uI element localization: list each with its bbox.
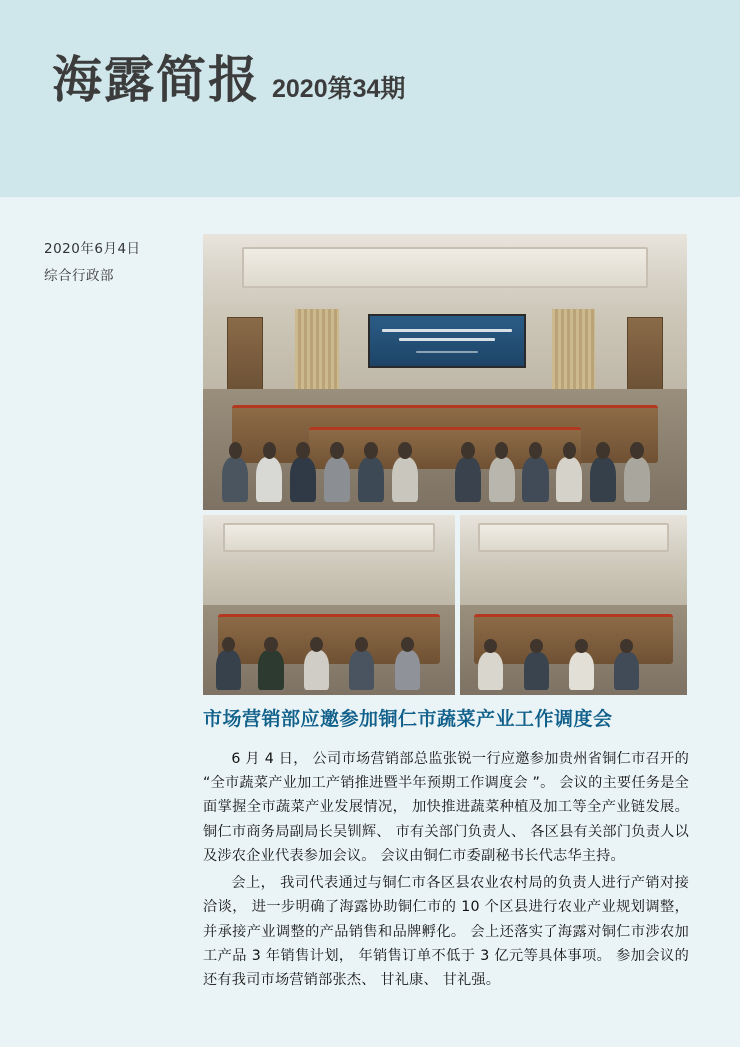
bottom-right-photo: [460, 515, 687, 695]
attendees-scene-right: [460, 515, 687, 695]
conference-room-scene: [203, 234, 687, 510]
ceiling: [203, 234, 687, 306]
article-title: 市场营销部应邀参加铜仁市蔬菜产业工作调度会: [203, 708, 613, 730]
main-conference-photo: [203, 234, 687, 510]
projection-screen: [368, 314, 527, 368]
bottom-left-photo: [203, 515, 455, 695]
article: [203, 707, 689, 995]
article-paragraph-2: 会上， 我司代表通过与铜仁市各区县农业农村局的负责人进行产销对接洽谈， 进一步明确了海露协助铜仁市的 10 个区县进行农业产业规划调整， 并承接产业调整的产品销售和品牌孵化。 会上还落实了海露对铜仁市涉农加工产品 3 年销售计划， 年销售订单不低于 3 亿元等具体事项。 参加会议的还有我司市场营销部张杰、 甘礼康、 甘礼强。: [203, 874, 689, 989]
publish-date: 2020年6月4日: [44, 241, 141, 257]
article-paragraph-1: 6 月 4 日， 公司市场营销部总监张锐一行应邀参加贵州省铜仁市召开的 “全市蔬菜产业加工产销推进暨半年预期工作调度会 ”。 会议的主要任务是全面掌握全市蔬菜产业发展情况， 加快推进蔬菜种植及加工等全产业链发展。 铜仁市商务局副局长吴钏辉、 市有关部门负责人、 各区县有关部门负责人以及涉农企业代表参加会议。 会议由铜仁市委副秘书长代志华主持。: [203, 750, 689, 865]
ceiling: [460, 515, 687, 562]
attendees-scene-left: [203, 515, 455, 695]
masthead: [52, 51, 406, 109]
ceiling: [203, 515, 455, 562]
attendees: [460, 609, 687, 695]
masthead-title: 海露简报: [52, 51, 260, 109]
masthead-issue: 2020第34期: [272, 75, 406, 103]
attendees: [203, 609, 455, 695]
document-meta: [44, 240, 194, 286]
department-name: 综合行政部: [44, 267, 114, 284]
attendees: [203, 378, 687, 510]
